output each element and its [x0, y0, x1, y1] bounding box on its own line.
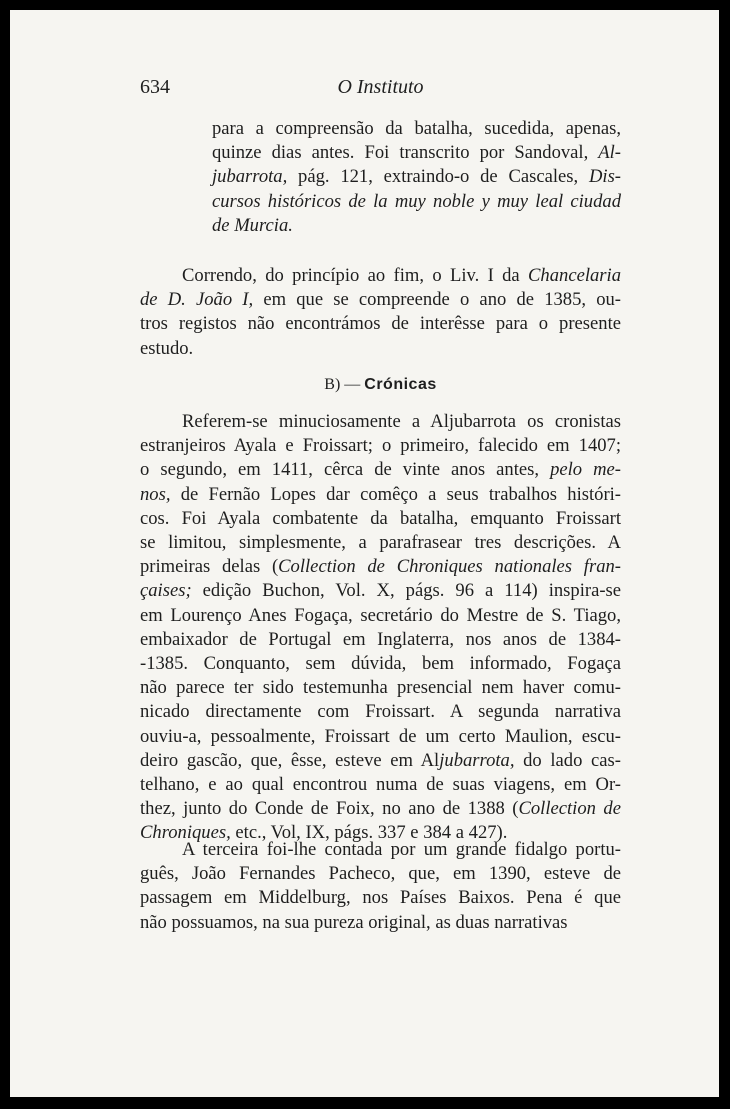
- text-line: nicado directamente com Froissart. A segunda narrativa: [140, 701, 621, 723]
- section-heading: [140, 376, 621, 394]
- text-line: çaises; edição Buchon, Vol. X, págs. 96 a 114) inspira-se: [140, 580, 621, 602]
- text-line: embaixador de Portugal em Inglaterra, nos anos de 1384-: [140, 628, 621, 650]
- text-line: o segundo, em 1411, cêrca de vinte anos antes, pelo me-: [140, 459, 621, 481]
- text-line: deiro gascão, que, êsse, esteve em Aljubarrota, do lado cas-: [140, 749, 621, 771]
- running-title: O Instituto: [337, 76, 424, 98]
- text-line: tros registos não encontrámos de interêsse para o presente: [140, 313, 621, 335]
- text-line: para a compreensão da batalha, sucedida, apenas,: [212, 118, 621, 139]
- text-line: nos, de Fernão Lopes dar comêço a seus trabalhos históri-: [140, 483, 621, 505]
- paragraph-2: [140, 264, 621, 361]
- text-line: de D. João I, em que se compreende o ano de 1385, ou-: [140, 289, 621, 311]
- book-page: [10, 10, 719, 1097]
- page-header: [140, 76, 621, 104]
- text-line: passagem em Middelburg, nos Países Baixos. Pena é que: [140, 887, 621, 909]
- text-line: não possuamos, na sua pureza original, as duas narrativas: [140, 911, 568, 933]
- text-line: Correndo, do princípio ao fim, o Liv. I da Chancelaria: [182, 265, 621, 286]
- text-line: ouviu-a, pessoalmente, Froissart de um certo Maulion, escu-: [140, 725, 621, 747]
- page-number: 634: [140, 76, 170, 98]
- text-line: thez, junto do Conde de Foix, no ano de 1388 (Collection de: [140, 798, 621, 820]
- text-line: Referem-se minuciosamente a Aljubarrota os cronistas: [182, 411, 621, 432]
- paragraph-4: [140, 838, 621, 935]
- text-line: estudo.: [140, 337, 194, 359]
- text-line: não parece ter sido testemunha presencial nem haver comu-: [140, 677, 621, 699]
- paragraph-1: [140, 117, 621, 238]
- paragraph-3: [140, 410, 621, 846]
- text-line: primeiras delas (Collection de Chroniques nationales fran-: [140, 556, 621, 578]
- section-prefix: B) —: [324, 376, 365, 393]
- text-line: se limitou, simplesmente, a parafrasear tres descrições. A: [140, 532, 621, 554]
- text-line: A terceira foi-lhe contada por um grande fidalgo portu-: [182, 839, 621, 860]
- text-line: estranjeiros Ayala e Froissart; o primeiro, falecido em 1407;: [140, 435, 621, 457]
- section-title: Crónicas: [364, 376, 437, 393]
- text-line: de Murcia.: [212, 214, 293, 236]
- text-line: jubarrota, pág. 121, extraindo-o de Cascales, Dis-: [212, 166, 621, 188]
- text-line: cos. Foi Ayala combatente da batalha, emquanto Froissart: [140, 507, 621, 529]
- text-line: Chroniques, etc., Vol, IX, págs. 337 e 384 a 427).: [140, 822, 508, 844]
- text-line: guês, João Fernandes Pacheco, que, em 1390, esteve de: [140, 863, 621, 885]
- text-line: telhano, e ao qual encontrou numa de suas viagens, em Or-: [140, 774, 621, 796]
- text-line: cursos históricos de la muy noble y muy leal ciudad: [212, 190, 621, 212]
- text-line: quinze dias antes. Foi transcrito por Sandoval, Al-: [212, 142, 621, 164]
- text-line: -1385. Conquanto, sem dúvida, bem informado, Fogaça: [140, 653, 621, 675]
- text-line: em Lourenço Anes Fogaça, secretário do Mestre de S. Tiago,: [140, 604, 621, 626]
